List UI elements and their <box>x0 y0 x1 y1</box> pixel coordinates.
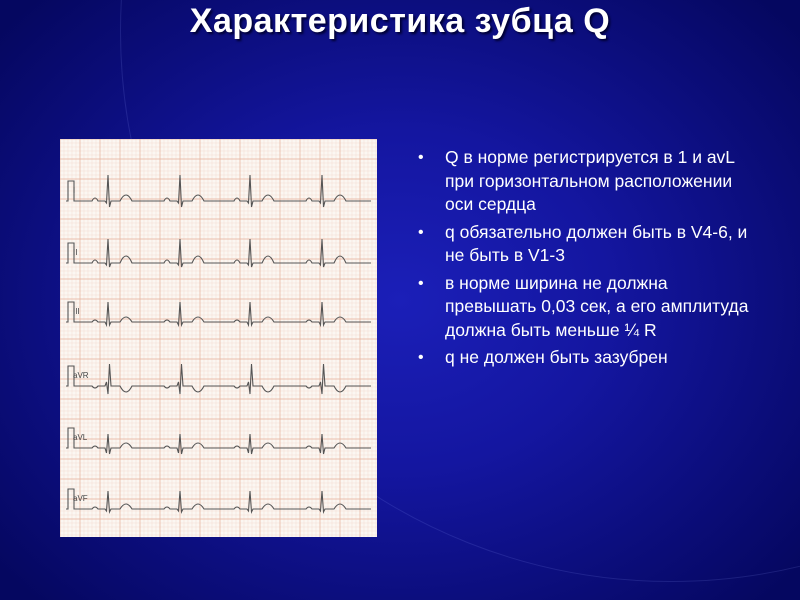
bullet-dot-icon: • <box>418 149 424 166</box>
bullet-item <box>418 346 758 370</box>
ecg-strip-image <box>60 139 377 537</box>
ecg-lead-trace <box>66 428 371 454</box>
ecg-lead-label: aVF <box>73 494 88 503</box>
bullet-dot-icon: • <box>418 223 424 241</box>
bullet-list <box>418 146 758 374</box>
ecg-lead-label: I <box>73 186 76 195</box>
ecg-lead-label: III <box>73 307 80 316</box>
bullet-dot-icon: • <box>418 274 424 292</box>
bullet-text: q обязательно должен быть в V4-6, и не быть в V1-3 <box>445 221 748 265</box>
ecg-lead-label: aVL <box>73 433 88 442</box>
bullet-text: в норме ширина не должна превышать 0,03 сек, а его амплитуда должна быть меньше ¼ R <box>445 272 749 340</box>
ecg-lead-label: aVR <box>73 371 89 380</box>
bullet-dot-icon: • <box>418 349 424 366</box>
bullet-item <box>418 272 758 343</box>
ecg-lead-trace <box>66 489 371 512</box>
ecg-grid <box>60 139 377 537</box>
bullet-item <box>418 146 758 217</box>
ecg-lead-trace <box>66 239 371 267</box>
ecg-tracing <box>60 139 377 537</box>
ecg-lead-label: II <box>73 248 78 257</box>
slide-title: Характеристика зубца Q <box>189 2 611 40</box>
bullet-item <box>418 221 758 268</box>
ecg-lead-trace <box>66 302 371 325</box>
bullet-text: q не должен быть зазубрен <box>445 347 668 367</box>
bullet-text: Q в норме регистрируется в 1 и avL при горизонтальном расположении оси сердца <box>445 147 735 214</box>
